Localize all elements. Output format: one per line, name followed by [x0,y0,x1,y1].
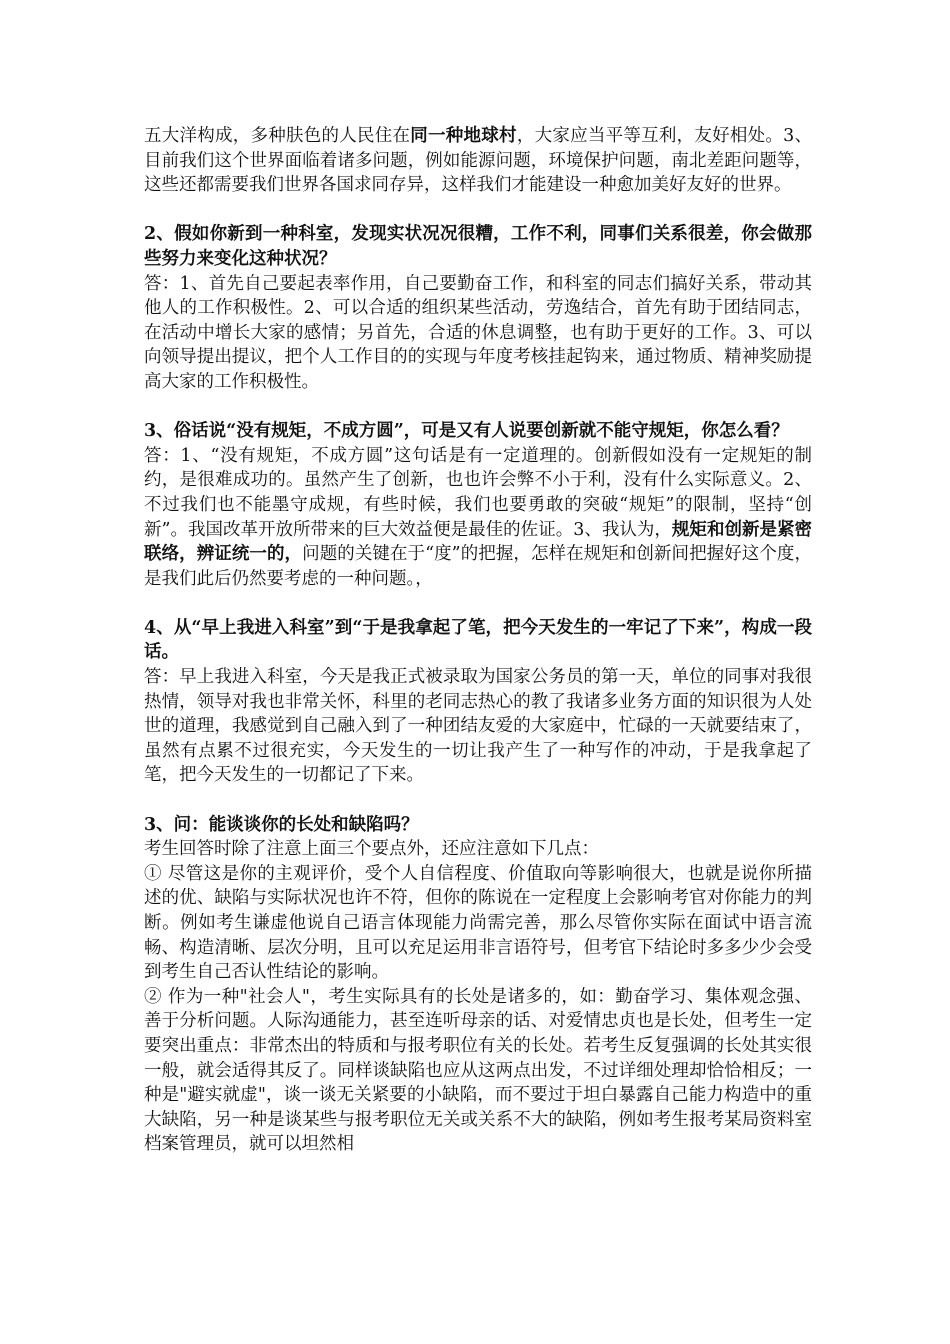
intro-text-1: 五大洋构成，多种肤色的人民住在 [144,126,411,146]
question-2: 2、假如你新到一种科室，发现实状况况很糟，工作不利，同事们关系很差，你会做那些努力来变化这种状况？ [144,224,812,269]
paragraph-gap [144,198,812,223]
question-3: 3、俗话说“没有规矩，不成方圆”，可是又有人说要创新就不能守规矩，你怎么看？ [144,421,789,442]
document-body [144,124,812,1157]
intro-paragraph [144,124,812,198]
answer-3 [144,444,812,592]
answer-2: 答：1、首先自己要起表率作用，自己要勤奋工作，和科室的同志们搞好关系，带动其他人的工作积极性。2、可以合适的组织某些活动，劳逸结合，首先有助于团结同志，在活动中增长大家的感情；另首先，合适的休息调整，也有助于更好的工作。3、可以向领导提出提议，把个人工作目的的实现与年度考核挂起钩来，通过物质、精神奖励提高大家的工作积极性。 [144,273,812,392]
intro-bold-text: 同一种地球村 [410,126,517,146]
intro-text-2: ，大家应当平等互利，友好相处。3、目前我们这个世界面临着诸多问题，例如能源问题，环境保护问题，南北差距问题等，这些还都需要我们世界各国求同存异，这样我们才能建设一种愈加美好友好的世界。 [144,126,813,196]
question-4: 4、从“早上我进入科室”到“于是我拿起了笔，把今天发生的一牢记了下来”，构成一段话。 [144,617,813,663]
answer-5-point-2: ② 作为一种"社会人"，考生实际具有的长处是诸多的，如：勤奋学习、集体观念强、善于分析问题。人际沟通能力，甚至连听母亲的话、对爱情忠贞也是长处，但考生一定要突出重点：非常杰出的特质和与报考职位有关的长处。若考生反复强调的长处其实很一般，就会适得其反了。同样谈缺陷也应从这两点出发，不过详细处理却恰恰相反；一种是"避实就虚"，谈一谈无关紧要的小缺陷，而不要过于坦白暴露自己能力构造中的重大缺陷，另一种是谈某些与报考职位无关或关系不大的缺陷，例如考生报考某局资料室档案管理员，就可以坦然相 [144,986,812,1155]
paragraph-gap [144,591,812,616]
answer-3-text-2: 问题的关键在于“度”的把握，怎样在规矩和创新间把握好这个度，是我们此后仍然要考虑的一种问题。， [144,544,812,589]
answer-4: 答：早上我进入科室，今天是我正式被录取为国家公务员的第一天，单位的同事对我很热情，领导对我也非常关怀，科里的老同志热心的教了我诸多业务方面的知识很为人处世的道理，我感觉到自己融入到了一种团结友爱的大家庭中，忙碌的一天就要结束了，虽然有点累不过很充实，今天发生的一切让我产生了一种写作的冲动，于是我拿起了笔，把今天发生的一切都记了下来。 [144,667,812,786]
answer-5-point-1: ① 尽管这是你的主观评价，受个人自信程度、价值取向等影响很大，也就是说你所描述的优、缺陷与实际状况也许不符，但你的陈说在一定程度上会影响考官对你能力的判断。例如考生谦虚他说自己语言体现能力尚需完善，那么尽管你实际在面试中语言流畅、构造清晰、层次分明，且可以充足运用非言语符号，但考官下结论时多多少少会受到考生自己否认性结论的影响。 [144,863,812,983]
answer-3-bold-text: 规矩和创新是紧密联络，辨证统一的， [144,519,812,565]
question-5: 3、问：能谈谈你的长处和缺陷吗？ [144,814,419,835]
paragraph-gap [144,395,812,420]
answer-3-text-1: 答：1、“没有规矩，不成方圆”这句话是有一定道理的。创新假如没有一定规矩的制约，是很难成功的。虽然产生了创新，也也许会弊不小于利，没有什么实际意义。2、不过我们也不能墨守成规，有些时候，我们也要勇敢的突破“规矩”的限制，坚持“创新”。我国改革开放所带来的巨大效益便是最佳的佐证。3、我认为， [144,445,812,540]
paragraph-gap [144,788,812,813]
answer-5-intro: 考生回答时除了注意上面三个要点外，还应注意如下几点： [144,839,599,860]
